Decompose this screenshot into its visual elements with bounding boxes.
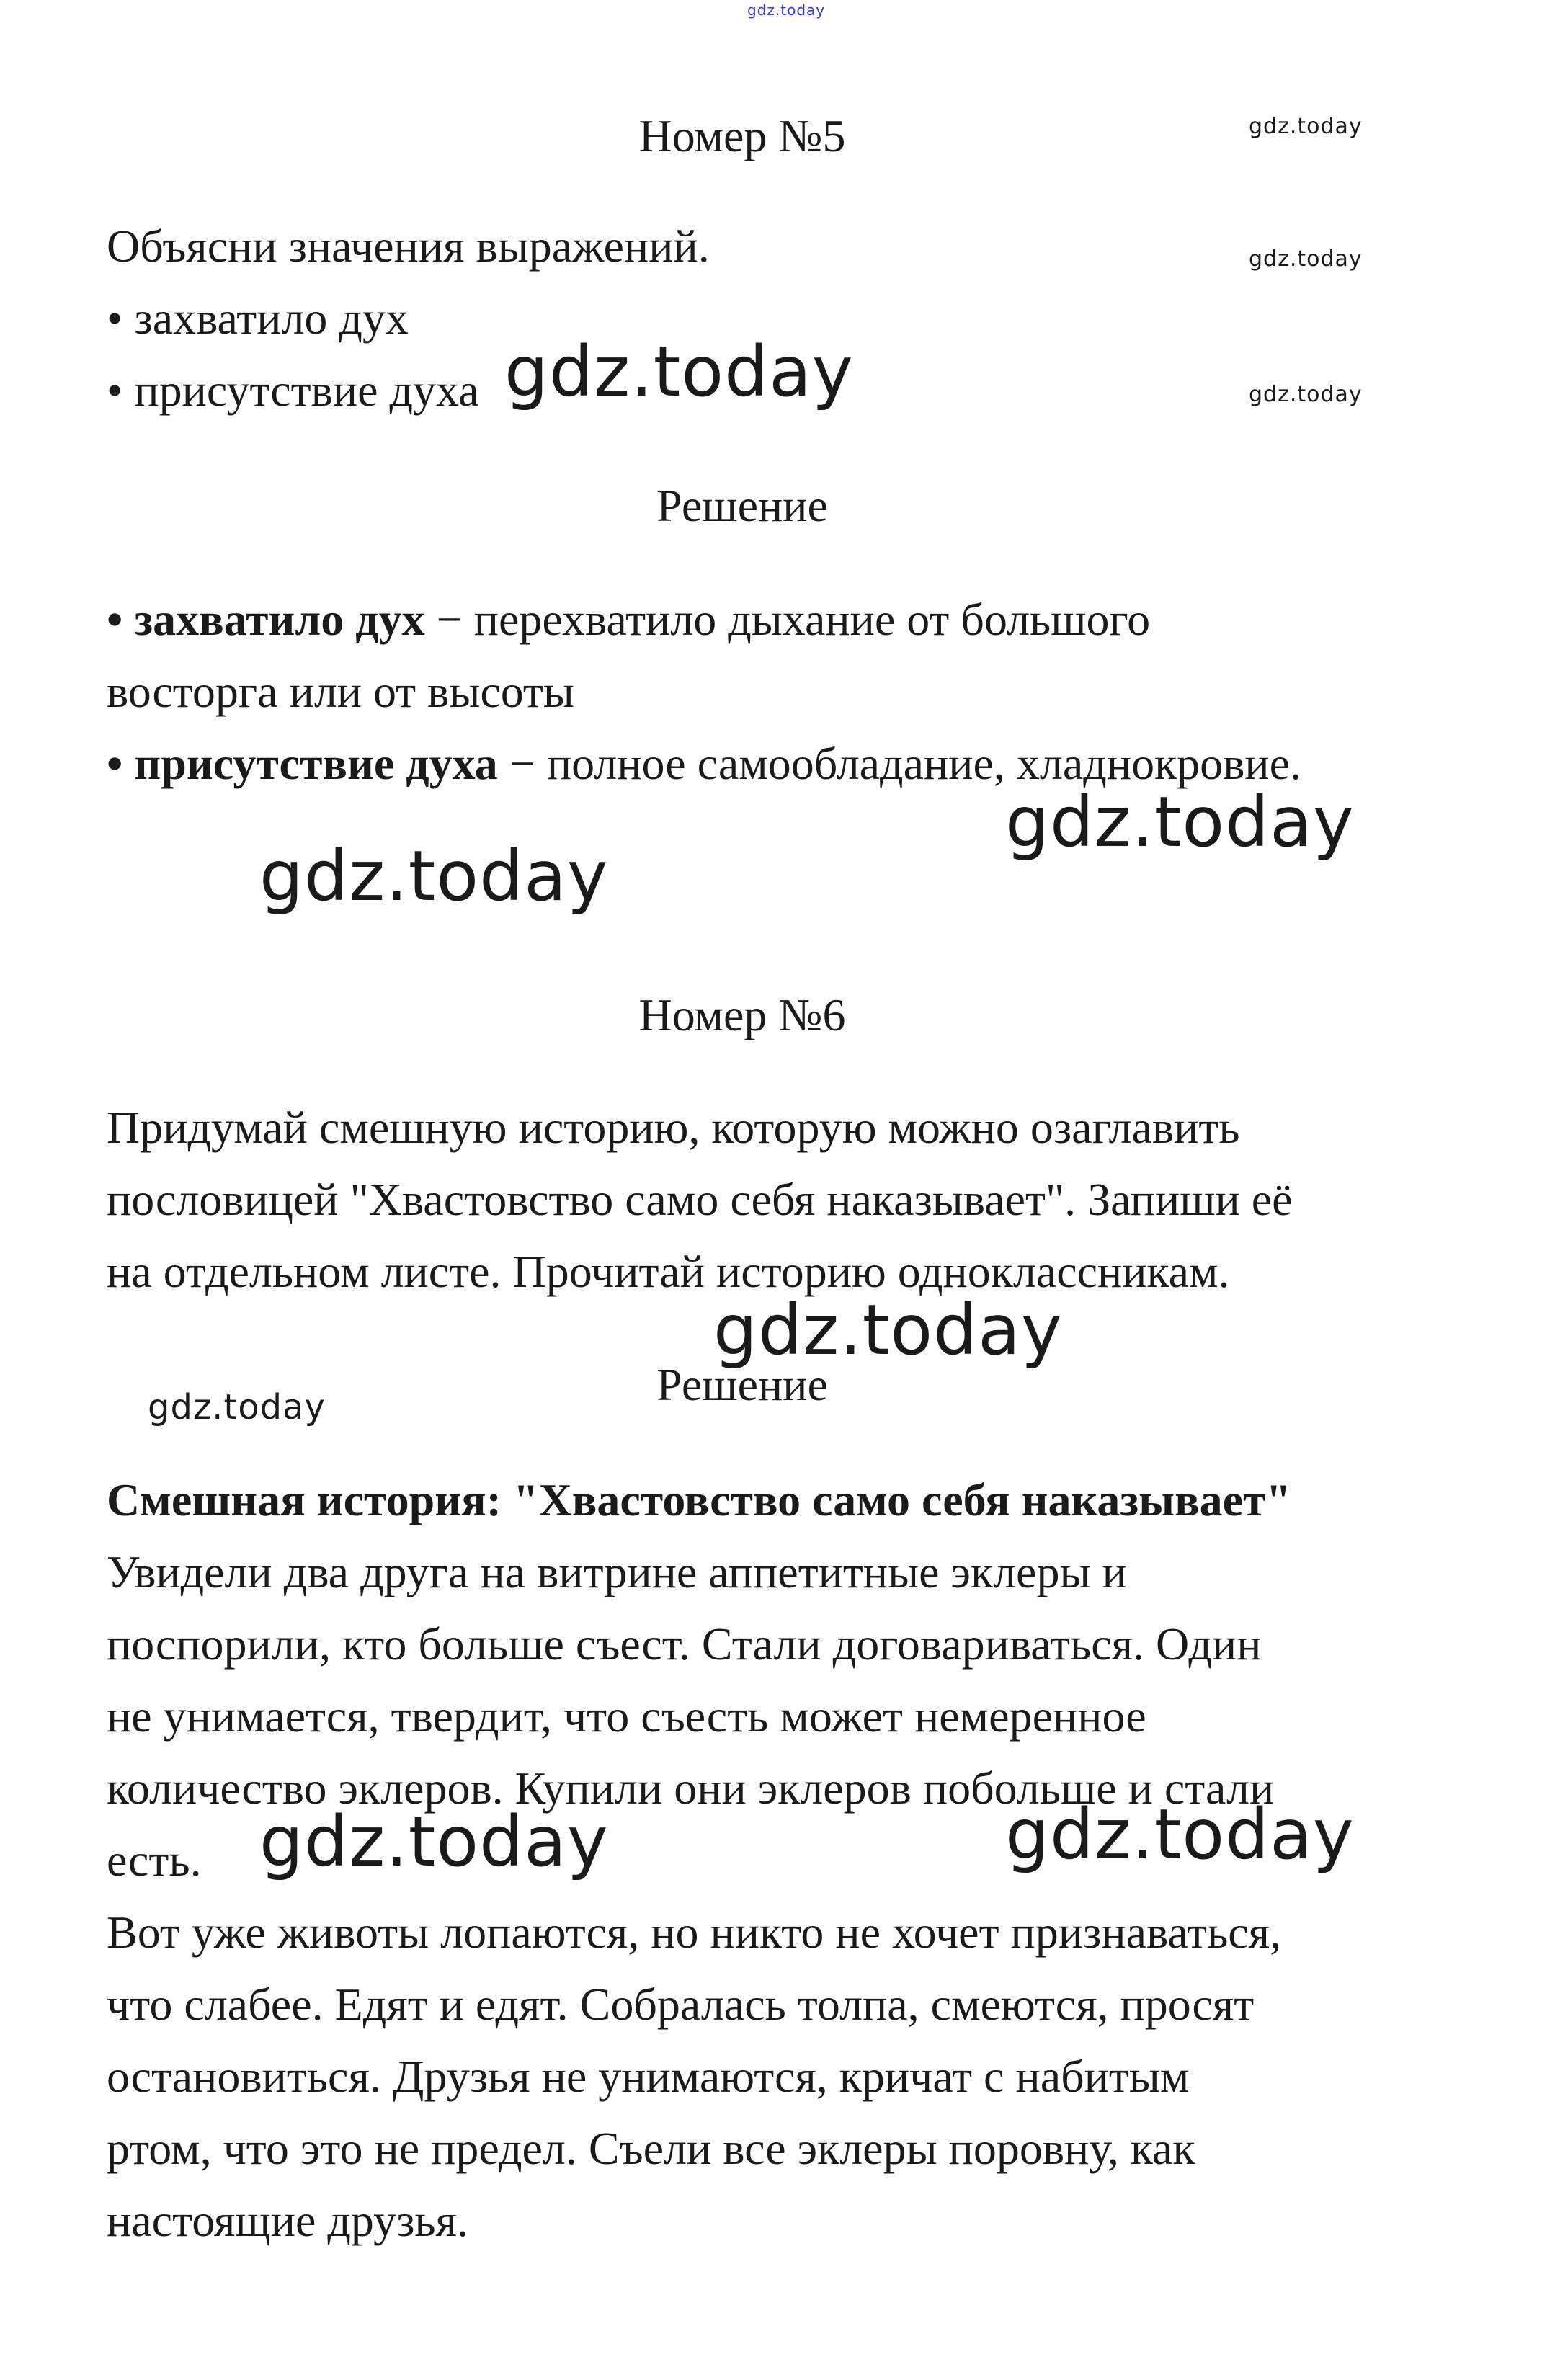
task5-item: • присутствие духа — [107, 365, 479, 416]
story-line: ртом, что это не предел. Съели все эклеры поровну, как — [107, 2123, 1195, 2174]
task6-prompt-line: пословицей "Хвастовство само себя наказывает". Запиши её — [107, 1174, 1293, 1225]
task5-title: Номер №5 — [638, 110, 846, 161]
story-line: есть. — [107, 1835, 202, 1886]
answer-term: • присутствие духа — [107, 738, 498, 789]
story-line: не унимается, твердит, что съесть может немеренное — [107, 1690, 1146, 1742]
answer-definition: − перехватило дыхание от большого — [424, 594, 1151, 645]
watermark: gdz.today — [1005, 782, 1355, 863]
task6-prompt-line: на отдельном листе. Прочитай историю одноклассникам. — [107, 1246, 1230, 1297]
task6-solution-heading: Решение — [656, 1359, 828, 1410]
story-line: поспорили, кто больше съест. Стали договариваться. Один — [107, 1618, 1262, 1670]
story-line: Вот уже животы лопаются, но никто не хочет признаваться, — [107, 1907, 1282, 1958]
task5-prompt: Объясни значения выражений. — [107, 220, 710, 272]
task5-answer-1-cont: восторга или от высоты — [107, 666, 574, 717]
task5-answer-2 — [107, 737, 1301, 790]
story-line: Увидели два друга на витрине аппетитные эклеры и — [107, 1546, 1127, 1597]
answer-term: • захватило дух — [107, 594, 425, 645]
story-line: остановиться. Друзья не унимаются, кричат с набитым — [107, 2051, 1190, 2102]
watermark-top: gdz.today — [747, 1, 826, 19]
task6-prompt-line: Придумай смешную историю, которую можно озаглавить — [107, 1102, 1240, 1153]
task5-solution-heading: Решение — [656, 480, 828, 531]
task6-title: Номер №6 — [638, 989, 846, 1040]
watermark: gdz.today — [1249, 382, 1363, 407]
watermark: gdz.today — [259, 1801, 609, 1882]
watermark: gdz.today — [504, 331, 854, 412]
watermark: gdz.today — [1005, 1794, 1355, 1875]
watermark: gdz.today — [1249, 114, 1363, 139]
watermark: gdz.today — [259, 836, 609, 917]
story-line: что слабее. Едят и едят. Собралась толпа, смеются, просят — [107, 1979, 1255, 2030]
watermark: gdz.today — [148, 1387, 326, 1427]
story-line: количество эклеров. Купили они эклеров побольше и стали — [107, 1762, 1275, 1814]
answer-definition: − полное самообладание, хладнокровие. — [497, 738, 1302, 789]
watermark: gdz.today — [1249, 246, 1363, 272]
story-title: Смешная история: "Хвастовство само себя наказывает" — [107, 1474, 1292, 1525]
task5-item: • захватило дух — [107, 293, 409, 344]
watermark: gdz.today — [713, 1290, 1063, 1370]
story-line: настоящие друзья. — [107, 2195, 468, 2246]
task5-answer-1 — [107, 593, 1150, 646]
